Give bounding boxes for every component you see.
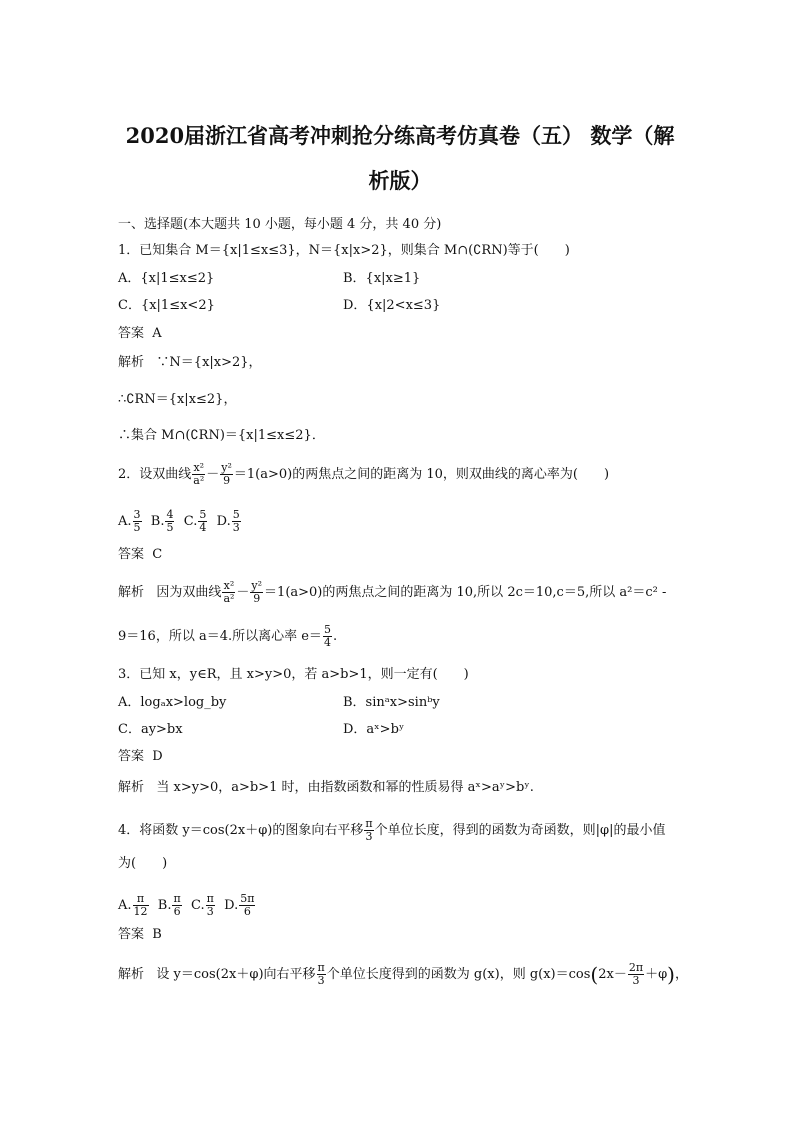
- q2-options: [118, 509, 242, 534]
- q2-option-d-label: D.: [216, 514, 231, 529]
- q4-right-paren: ): [667, 962, 675, 987]
- answer-label: 答案: [118, 927, 145, 942]
- q4-option-b-label: B.: [157, 898, 172, 913]
- analysis-label: 解析: [118, 355, 145, 370]
- q4-option-b-frac: $\frac{\pi}{6}$: [173, 892, 181, 918]
- q2-answer-value: C: [152, 547, 163, 562]
- q1-option-b: B．{x|x≥1}: [343, 271, 421, 286]
- q1-solution-1: [118, 354, 262, 372]
- q2-stem-a: 2．设双曲线: [118, 467, 192, 482]
- q2-sol-a: 因为双曲线: [156, 585, 222, 600]
- q4-stem-line2: 为( ): [118, 856, 168, 871]
- q4-option-a-label: A.: [118, 898, 132, 913]
- analysis-label: 解析: [118, 967, 145, 982]
- q1-solution-3: ∴集合 M∩(∁RN)＝{x|1≤x≤2}．: [118, 428, 325, 443]
- q4-sol-a: 设 y＝cos(2x＋φ)向右平移: [156, 967, 316, 982]
- q4-sol-e: ＋φ: [645, 967, 668, 982]
- q4-sol-frac-shift: $\frac{\pi}{3}$: [317, 961, 325, 987]
- q4-option-c-frac: $\frac{\pi}{3}$: [206, 892, 214, 918]
- q4-answer-value: B: [152, 927, 162, 942]
- q4-sol-frac: $\frac{2\pi}{3}$: [628, 961, 644, 987]
- q2-stem: [118, 462, 609, 487]
- q2-option-a-frac: $\frac{3}{5}$: [133, 508, 141, 534]
- q4-stem-a: 4．将函数 y＝cos(2x＋φ)的图象向右平移: [118, 823, 364, 838]
- answer-label: 答案: [118, 547, 145, 562]
- q4-option-d-frac: $\frac{5\pi}{6}$: [240, 892, 255, 918]
- q1-option-a: A．{x|1≤x≤2}: [118, 271, 215, 286]
- analysis-label: 解析: [118, 585, 145, 600]
- q3-option-a: A．logₐx>log_by: [118, 695, 227, 710]
- q3-answer-value: D: [152, 749, 163, 764]
- title-line-1: 2020届浙江省高考冲刺抢分练高考仿真卷（五） 数学（解: [125, 123, 675, 148]
- q2-option-c-label: C.: [183, 514, 198, 529]
- q2-option-a-label: A.: [118, 514, 132, 529]
- answer-label: 答案: [118, 326, 145, 341]
- q2-frac-y: $\frac{\text{y²}}{9}$: [221, 461, 232, 487]
- title-line-2: 析版）: [368, 168, 432, 193]
- minus-sign: －: [236, 585, 250, 600]
- q4-option-c-label: C.: [190, 898, 205, 913]
- minus-sign: －: [206, 467, 220, 482]
- analysis-label: 解析: [118, 780, 145, 795]
- q4-option-d-label: D.: [224, 898, 239, 913]
- q1-option-d: D．{x|2<x≤3}: [343, 298, 441, 313]
- q3-option-b: B．sinᵃx>sinᵇy: [343, 695, 440, 710]
- q4-sol-c: 2x－: [598, 967, 627, 982]
- q3-answer: [118, 748, 163, 766]
- q4-answer: [118, 926, 162, 944]
- q2-solution-2: 9＝16，所以 a＝4.所以离心率 e＝ $\frac{5}{4}$ .: [118, 623, 338, 649]
- q3-solution: [118, 779, 534, 797]
- q4-left-paren: (: [590, 962, 599, 987]
- q1-answer: [118, 325, 162, 343]
- answer-label: 答案: [118, 749, 145, 764]
- q2-option-d-frac: $\frac{5}{3}$: [232, 508, 240, 534]
- q4-stem-frac: $\frac{\pi}{3}$: [365, 817, 373, 843]
- q1-stem: 1．已知集合 M＝{x|1≤x≤3}，N＝{x|x>2}，则集合 M∩(∁RN)等于( ): [118, 243, 570, 258]
- q2-option-c-frac: $\frac{5}{4}$: [199, 508, 207, 534]
- q2-sol-b: ＝1(a>0)的两焦点之间的距离为 10,所以 2c＝10,c＝5,所以 a²＝c² -: [264, 585, 667, 600]
- section-heading: 一、选择题(本大题共 10 小题，每小题 4 分，共 40 分): [118, 217, 442, 232]
- q2-sol-e-frac: $\frac{5}{4}$: [323, 623, 331, 649]
- q2-answer: [118, 546, 162, 564]
- q1-option-c: C．{x|1≤x<2}: [118, 298, 215, 313]
- q4-options: [118, 893, 256, 918]
- q2-sol-frac-y: $\frac{\text{y²}}{9}$: [251, 579, 263, 605]
- q2-option-b-label: B.: [150, 514, 165, 529]
- q3-option-c: C．ay>bx: [118, 722, 183, 737]
- q4-stem: [118, 818, 666, 843]
- q2-stem-b: ＝1(a>0)的两焦点之间的距离为 10，则双曲线的离心率为( ): [233, 467, 610, 482]
- q4-sol-b: 个单位长度得到的函数为 g(x)，则 g(x)＝cos: [326, 967, 591, 982]
- q4-stem-b: 个单位长度，得到的函数为奇函数，则|φ|的最小值: [374, 823, 666, 838]
- q2-frac-x: $\frac{\text{x²}}{\text{a²}}$: [193, 461, 205, 487]
- q2-sol-line2: 9＝16，所以 a＝4.所以离心率 e＝: [118, 629, 322, 644]
- q1-sol-1: ∵N＝{x|x>2}，: [156, 355, 262, 370]
- q2-option-b-frac: $\frac{4}{5}$: [166, 508, 174, 534]
- q3-stem: 3．已知 x，y∈R，且 x>y>0，若 a>b>1，则一定有( ): [118, 667, 469, 682]
- q4-sol-end: ，: [674, 967, 688, 982]
- q4-solution: [118, 962, 688, 987]
- q1-answer-value: A: [152, 326, 162, 341]
- q3-option-d: D．aˣ>bʸ: [343, 722, 405, 737]
- q2-solution-1: [118, 580, 666, 605]
- q4-option-a-frac: $\frac{\pi}{12}$: [133, 892, 148, 918]
- q1-solution-2: ∴∁RN＝{x|x≤2}，: [118, 392, 237, 407]
- q2-sol-frac-x: $\frac{\text{x²}}{\text{a²}}$: [223, 579, 235, 605]
- q3-sol: 当 x>y>0，a>b>1 时，由指数函数和幂的性质易得 aˣ>aʸ>bʸ.: [156, 780, 534, 795]
